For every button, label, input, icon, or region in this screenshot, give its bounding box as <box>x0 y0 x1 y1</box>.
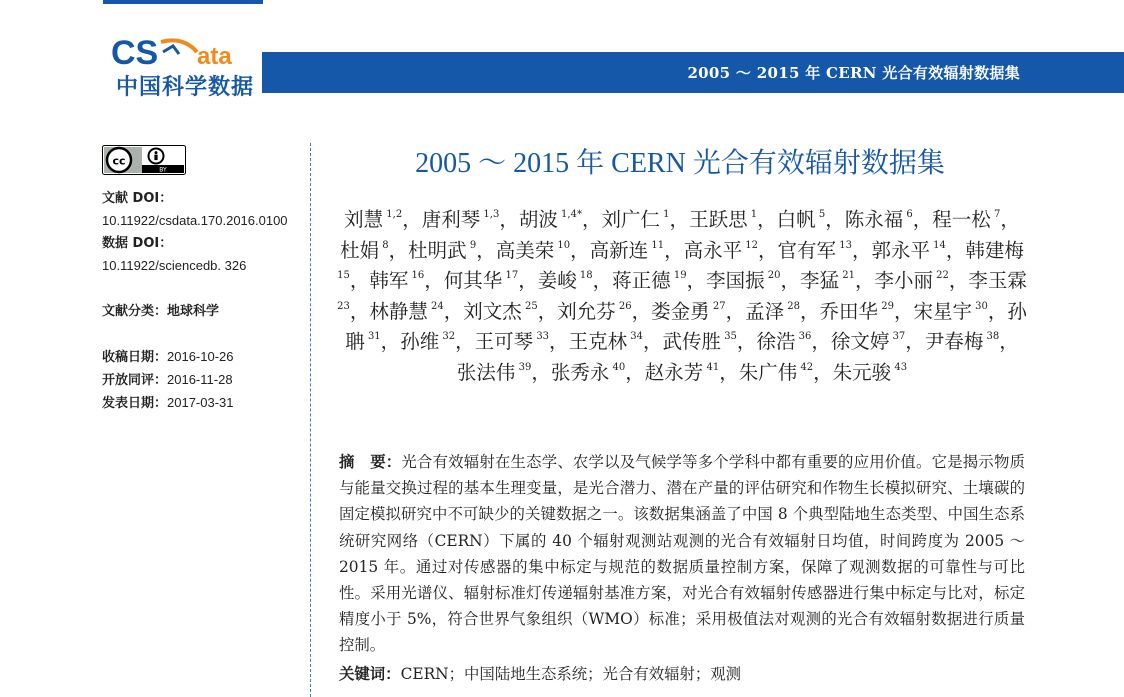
data-doi-label: 数据 DOI： <box>102 236 173 251</box>
author-entry <box>645 361 719 384</box>
author-entry <box>871 239 945 262</box>
author-name: 徐文婷 <box>830 330 890 353</box>
received-label: 收稿日期： <box>102 350 168 365</box>
dates-block <box>102 346 234 415</box>
author-entry <box>800 269 855 292</box>
author-affiliation: 33 <box>533 331 550 342</box>
author-affiliation: 12 <box>742 239 759 251</box>
author-name: 刘允芬 <box>557 299 616 323</box>
author-affiliation: 11 <box>648 239 665 251</box>
author-entry <box>913 300 987 323</box>
author-entry <box>422 208 500 231</box>
author-entry <box>778 239 852 262</box>
category-label: 文献分类： <box>102 304 168 319</box>
author-entry <box>496 239 570 262</box>
author-affiliation: 35 <box>721 331 737 342</box>
author-affiliation: 41 <box>703 361 720 373</box>
author-name: 韩建梅 <box>965 238 1024 262</box>
author-name: 刘文杰 <box>463 299 522 323</box>
author-entry <box>651 300 725 323</box>
svg-text:CS: CS <box>111 34 159 72</box>
author-entry <box>557 300 631 323</box>
author-entry <box>475 330 549 353</box>
author-entry <box>874 269 948 292</box>
author-affiliation: 42 <box>797 361 814 373</box>
author-affiliation: 22 <box>932 270 949 281</box>
author-entry <box>925 330 999 353</box>
author-affiliation: 7 <box>990 209 1001 220</box>
category-value: 地球科学 <box>167 304 220 319</box>
author-name: 王克林 <box>568 330 628 353</box>
author-entry <box>820 300 894 323</box>
keywords <box>339 662 741 684</box>
author-name: 孟泽 <box>745 299 785 323</box>
author-affiliation: 1 <box>747 209 758 220</box>
author-affiliation: 1,4* <box>557 209 582 220</box>
author-name: 武传胜 <box>662 330 722 353</box>
logo-chinese-text: 中国科学数据 <box>116 75 255 100</box>
author-entry <box>739 361 813 384</box>
author-affiliation: 9 <box>466 239 477 251</box>
svg-text:ata: ata <box>197 43 232 70</box>
doi-value[interactable]: 10.11922/csdata.170.2016.0100 <box>102 213 288 228</box>
author-affiliation: 15 <box>337 270 350 281</box>
author-name: 朱广伟 <box>738 360 798 384</box>
author-affiliation: 32 <box>439 331 456 342</box>
author-name: 徐浩 <box>756 330 796 353</box>
author-affiliation: 31 <box>364 331 381 342</box>
author-name: 赵永芳 <box>644 360 704 384</box>
author-entry <box>756 330 811 353</box>
author-entry <box>344 208 402 231</box>
csdata-logo[interactable] <box>103 34 265 98</box>
author-affiliation: 17 <box>502 270 519 281</box>
author-name: 胡波 <box>518 208 558 231</box>
cc-by-icon <box>102 145 186 175</box>
author-name: 刘广仁 <box>601 208 660 231</box>
cc-by-license-badge[interactable] <box>102 145 186 179</box>
author-name: 尹春梅 <box>924 330 984 353</box>
published-value: 2017-03-31 <box>167 395 234 410</box>
author-entry <box>706 269 780 292</box>
author-affiliation: 10 <box>554 239 571 251</box>
author-name: 娄金勇 <box>651 299 710 323</box>
author-entry <box>519 208 582 231</box>
author-name: 王跃思 <box>689 208 748 231</box>
author-affiliation: 38 <box>983 331 1000 342</box>
svg-text:BY: BY <box>159 166 167 174</box>
author-name: 韩军 <box>369 269 409 292</box>
author-name: 孙聃 <box>345 299 1027 353</box>
journal-banner <box>262 52 1124 93</box>
author-affiliation: 6 <box>903 209 913 220</box>
keywords-text: CERN；中国陆地生态系统；光合有效辐射；观测 <box>400 665 742 683</box>
author-name: 官有军 <box>777 238 837 262</box>
author-name: 宋星宇 <box>913 299 972 323</box>
author-entry <box>463 300 537 323</box>
author-affiliation: 36 <box>795 331 812 342</box>
data-doi-value[interactable]: 10.11922/sciencedb. 326 <box>102 258 247 273</box>
abstract-label: 摘 要： <box>339 453 402 471</box>
author-name: 刘慧 <box>344 208 384 231</box>
review-label: 开放同评： <box>102 373 168 388</box>
doi-label: 文献 DOI： <box>102 191 173 206</box>
received-value: 2016-10-26 <box>167 349 234 364</box>
author-entry <box>684 239 758 262</box>
author-affiliation: 28 <box>784 300 800 312</box>
author-affiliation: 27 <box>709 300 726 312</box>
author-entry <box>777 208 826 231</box>
author-affiliation: 39 <box>515 361 532 373</box>
author-affiliation: 23 <box>337 300 350 312</box>
author-affiliation: 13 <box>836 239 852 251</box>
author-entry <box>369 300 443 323</box>
author-affiliation: 29 <box>878 300 894 312</box>
author-list: 刘慧 $^{1,2}$，唐利琴 $^{1,3}$，胡波 $^{1,4*}$，刘广仁 $^1$，王跃思 $^1$，白帆 $^5$，陈永福 $^6$，程一松 $^7$，杜娟 $^8$，杜明武 $^9$，高美荣 $^{10}$，高新连 $^{11}$，高永平 $^{12}$，官有军 $^{13}$，郭永平 $^{14}$，韩建梅 $^{15}$，韩军 $^{16}$，何其华 $^{17}$，姜峻 $^{18}$，蒋正德 $^{19}$，李国振 $^{20}$，李猛 $^{21}$，李小丽 $^{22}$，李玉霖 $^{23}$，林静慧 $^{24}$，刘文杰 $^{25}$，刘允芬 $^{26}$，娄金勇 $^{27}$，孟泽 $^{28}$，乔田华 $^{29}$，宋星宇 $^{30}$，孙聃 $^{31}$，孙维 $^{32}$，王可琴 $^{33}$，王克林 $^{34}$，武传胜 $^{35}$，徐浩 $^{36}$，徐文婷 $^{37}$，尹春梅 $^{38}$，张法伟 $^{39}$，张秀永 $^{40}$，赵永芳 $^{41}$，朱广伟 $^{42}$，朱元骏 $^{43}$ <box>337 208 1027 384</box>
author-affiliation: 1 <box>660 209 670 220</box>
author-entry <box>457 361 531 384</box>
abstract-text: 光合有效辐射在生态学、农学以及气候学等多个学科中都有重要的应用价值。它是揭示物质与能量交换过程的基本生理变量，是光合潜力、潜在产量的评估研究和作物生长模拟研究、土壤碳的固定模拟研究中不可缺少的关键数据之一。该数据集涵盖了中国 8 个典型陆地生态类型、中国生态系统研究网络（CERN）下属的 40 个辐射观测站观测的光合有效辐射日均值，时间跨度为 2005 ～ 2015 年。通过对传感器的集中标定与规范的数据质量控制方案，保障了观测数据的可靠性与可比性。采用光谱仪、辐射标准灯传递辐射基准方案，对光合有效辐射传感器进行集中标定与比对，标定精度小于 5%，符合世界气象组织（WMO）标准；采用极值法对观测的光合有效辐射数据进行质量控制。 <box>339 453 1025 655</box>
author-entry <box>369 269 424 292</box>
doi-block <box>102 188 288 278</box>
author-affiliation: 18 <box>576 270 593 281</box>
author-entry <box>538 269 593 292</box>
author-name: 何其华 <box>443 269 503 292</box>
author-entry <box>745 300 800 323</box>
published-label: 发表日期： <box>102 396 168 411</box>
author-name: 李猛 <box>800 269 840 292</box>
author-entry <box>831 330 905 353</box>
author-name: 林静慧 <box>369 299 428 323</box>
banner-title: 2005 ～ 2015 年 CERN 光合有效辐射数据集 <box>687 64 1020 82</box>
author-entry <box>569 330 643 353</box>
keywords-label: 关键词： <box>339 665 401 683</box>
author-affiliation: 8 <box>379 239 389 251</box>
top-accent-rule <box>103 0 263 4</box>
author-affiliation: 5 <box>815 209 826 220</box>
author-entry <box>833 361 907 384</box>
author-name: 姜峻 <box>537 269 577 292</box>
author-name: 唐利琴 <box>421 208 481 231</box>
author-name: 高美荣 <box>495 238 555 262</box>
author-entry <box>663 330 737 353</box>
author-affiliation: 24 <box>427 300 444 312</box>
author-affiliation: 16 <box>408 270 425 281</box>
author-name: 郭永平 <box>871 238 930 262</box>
author-name: 王可琴 <box>474 330 534 353</box>
author-name: 杜明武 <box>408 238 467 262</box>
author-name: 高新连 <box>589 238 649 262</box>
author-name: 程一松 <box>932 208 991 231</box>
review-value: 2016-11-28 <box>167 372 233 387</box>
svg-text:cc: cc <box>112 154 126 168</box>
author-affiliation: 1,2 <box>383 209 403 220</box>
author-affiliation: 19 <box>670 270 687 281</box>
author-entry <box>845 208 913 231</box>
author-entry <box>444 269 518 292</box>
author-name: 李国振 <box>706 269 765 292</box>
author-affiliation: 43 <box>891 361 908 373</box>
author-entry <box>689 208 757 231</box>
author-affiliation: 21 <box>839 270 855 281</box>
abstract <box>339 449 1025 659</box>
category-block <box>102 301 219 323</box>
author-name: 蒋正德 <box>612 269 671 292</box>
article-title: 2005 ～ 2015 年 CERN 光合有效辐射数据集 <box>415 148 945 179</box>
author-name: 李玉霖 <box>968 269 1027 292</box>
author-name: 白帆 <box>776 208 816 231</box>
author-affiliation: 25 <box>521 300 538 312</box>
author-affiliation: 40 <box>609 361 626 373</box>
author-entry <box>601 208 669 231</box>
author-name: 张秀永 <box>550 360 610 384</box>
author-affiliation: 37 <box>889 331 906 342</box>
author-name: 张法伟 <box>456 360 516 384</box>
author-entry <box>590 239 664 262</box>
author-affiliation: 1,3 <box>480 209 500 220</box>
author-name: 陈永福 <box>844 208 904 231</box>
author-affiliation: 14 <box>929 239 946 251</box>
author-name: 杜娟 <box>340 238 380 262</box>
author-entry <box>551 361 625 384</box>
author-affiliation: 20 <box>764 270 781 281</box>
author-name: 朱元骏 <box>832 360 892 384</box>
author-name: 孙维 <box>400 330 440 353</box>
author-entry <box>340 239 389 262</box>
author-entry <box>612 269 686 292</box>
author-name: 李小丽 <box>874 269 933 292</box>
column-divider <box>310 143 311 697</box>
author-name: 乔田华 <box>819 299 879 323</box>
author-entry <box>408 239 476 262</box>
author-affiliation: 34 <box>627 331 643 342</box>
csdata-logo-mark <box>103 34 265 74</box>
author-entry <box>400 330 455 353</box>
author-entry <box>932 208 1000 231</box>
author-affiliation: 26 <box>615 300 632 312</box>
author-name: 高永平 <box>683 238 743 262</box>
author-affiliation: 30 <box>971 300 988 312</box>
